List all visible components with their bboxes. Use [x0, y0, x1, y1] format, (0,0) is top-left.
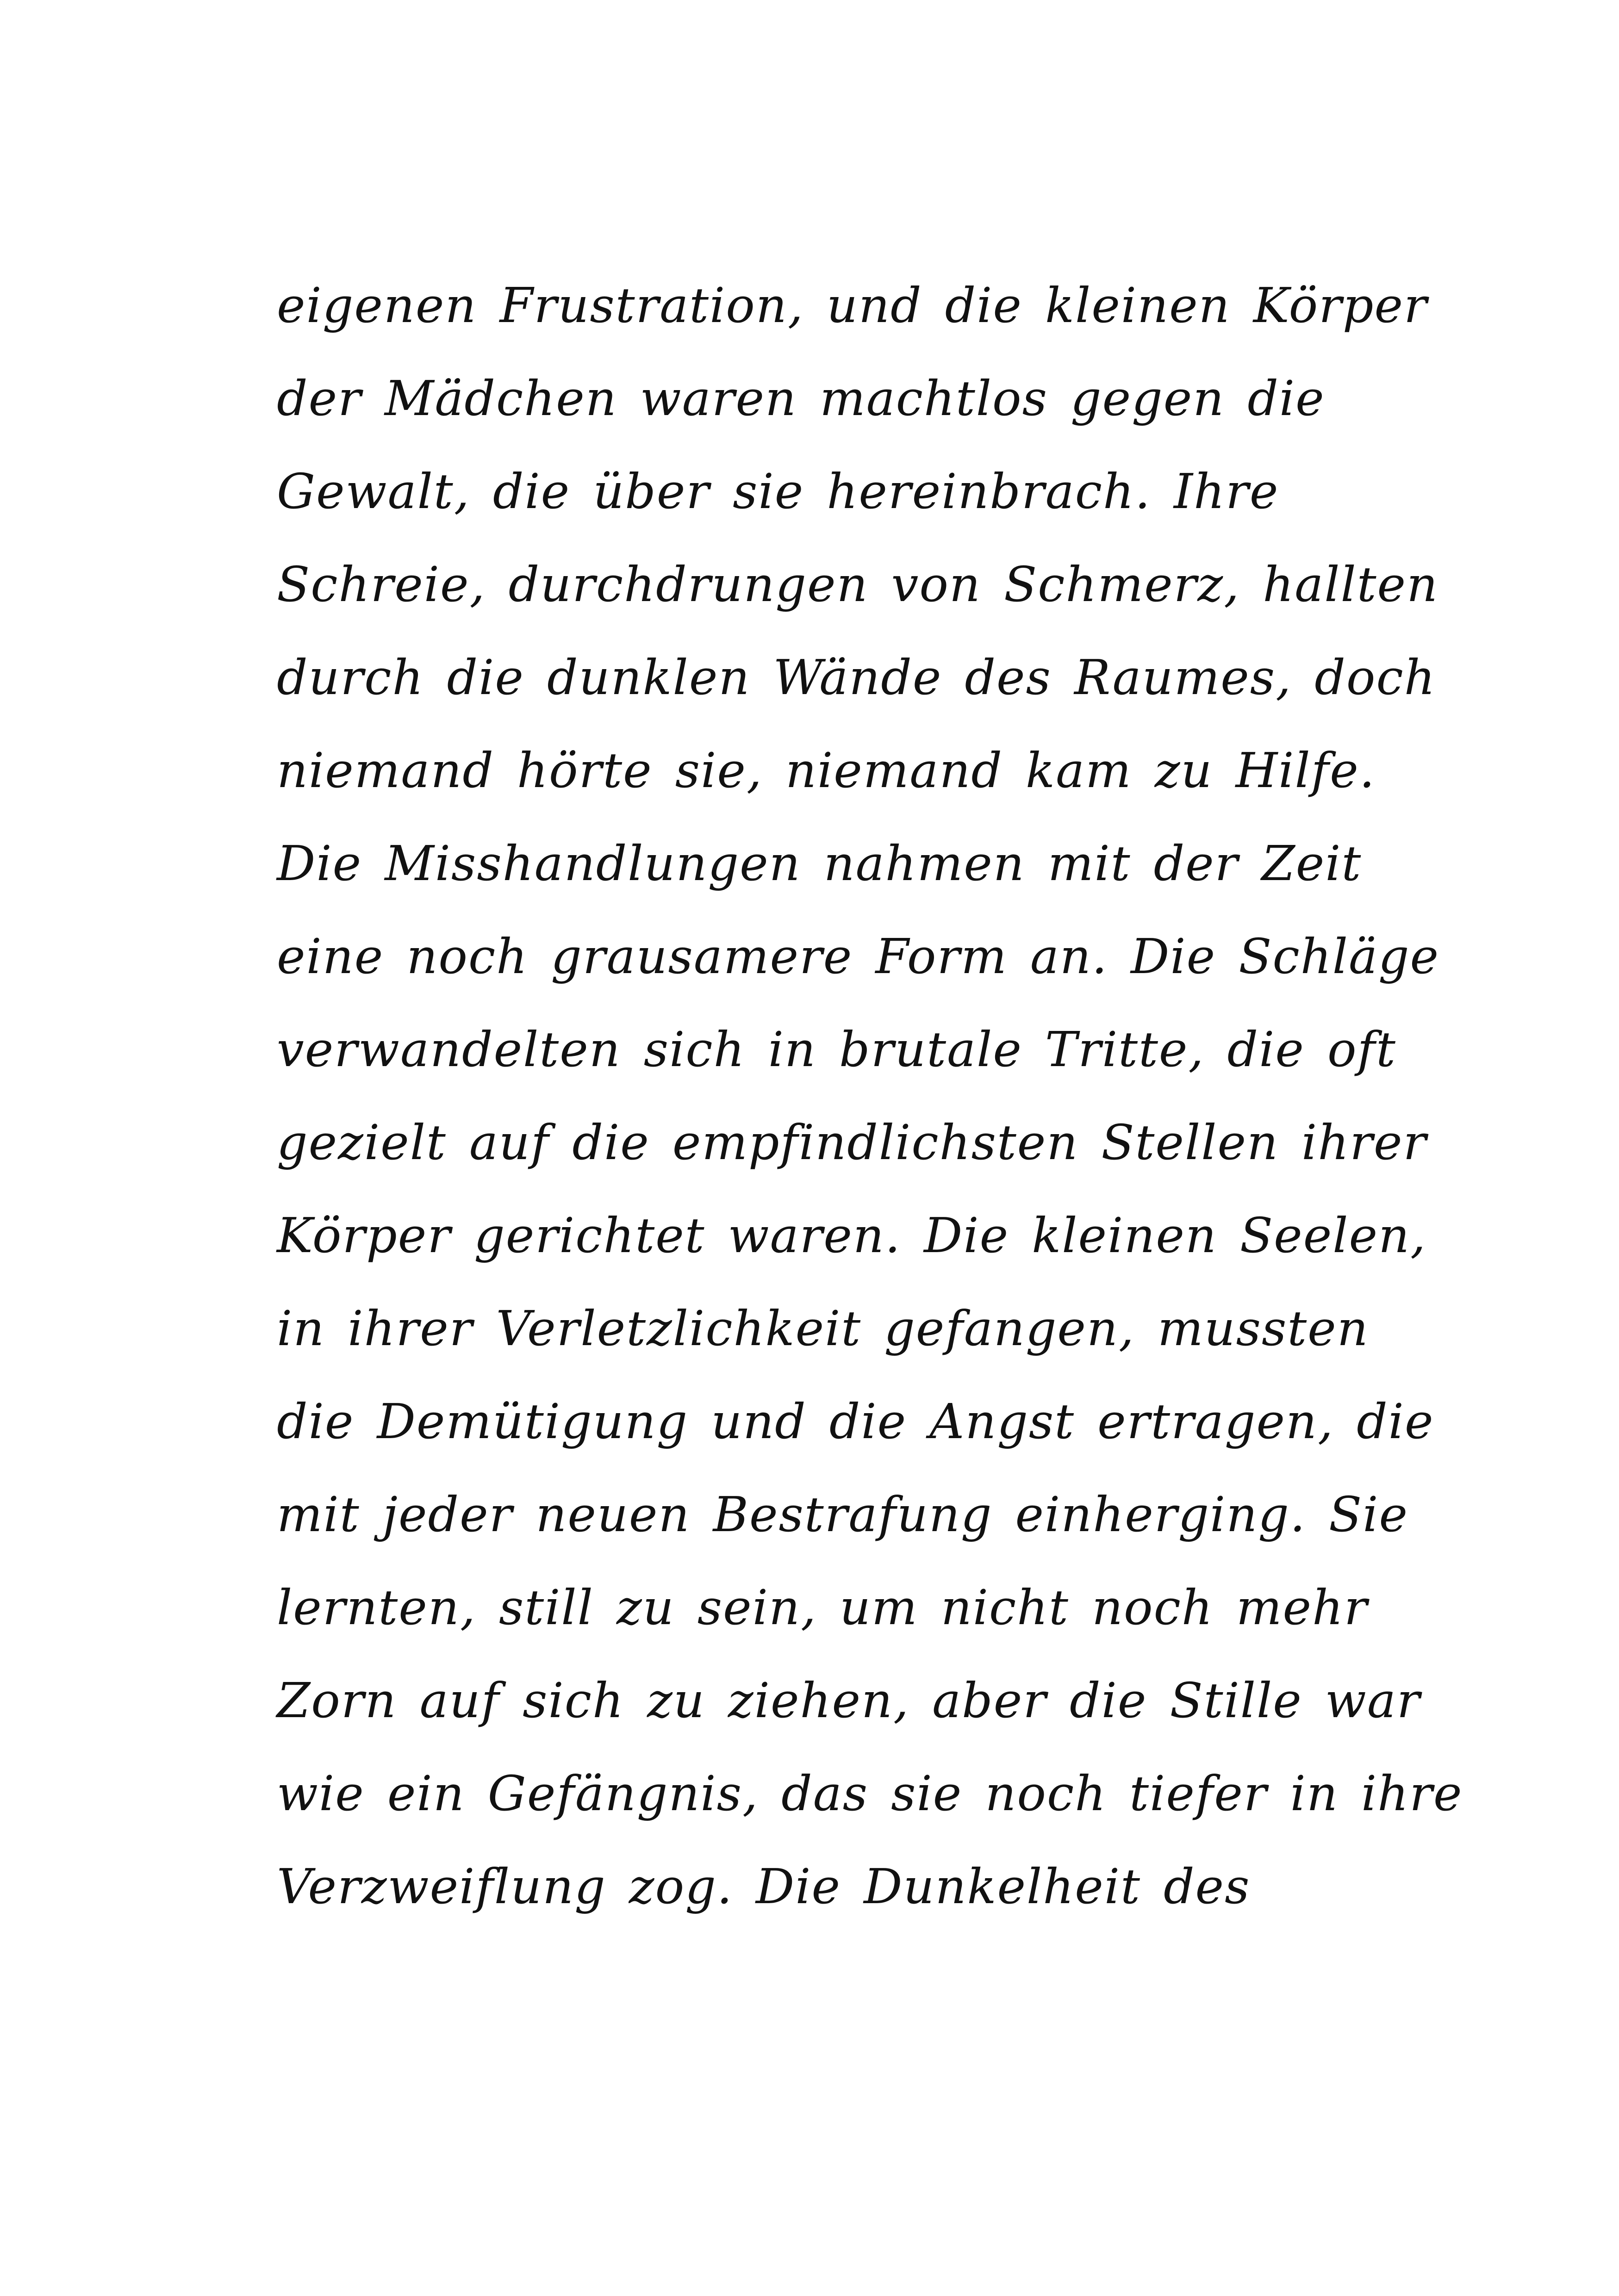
text-line: Verzweiflung zog. Die Dunkelheit des	[277, 1858, 1251, 1915]
text-line: verwandelten sich in brutale Tritte, die oft	[277, 1021, 1396, 1078]
text-line: Schreie, durchdrungen von Schmerz, hallten	[277, 556, 1439, 613]
text-line: gezielt auf die empfindlichsten Stellen ihrer	[277, 1114, 1427, 1171]
text-line: eigenen Frustration, und die kleinen Körper	[277, 277, 1428, 334]
text-line: die Demütigung und die Angst ertragen, die	[277, 1393, 1434, 1450]
text-line: lernten, still zu sein, um nicht noch mehr	[277, 1579, 1368, 1636]
text-line: wie ein Gefängnis, das sie noch tiefer in ihre	[277, 1765, 1463, 1822]
text-line: eine noch grausamere Form an. Die Schläge	[277, 928, 1440, 985]
text-line: durch die dunklen Wände des Raumes, doch	[277, 649, 1436, 706]
text-line: Gewalt, die über sie hereinbrach. Ihre	[277, 463, 1279, 520]
body-text	[277, 259, 1463, 1933]
text-line: Zorn auf sich zu ziehen, aber die Stille war	[277, 1672, 1421, 1729]
text-line: Körper gerichtet waren. Die kleinen Seelen,	[277, 1207, 1427, 1264]
text-line: Die Misshandlungen nahmen mit der Zeit	[277, 835, 1362, 892]
text-line: der Mädchen waren machtlos gegen die	[277, 370, 1325, 427]
text-line: mit jeder neuen Bestrafung einherging. Sie	[277, 1486, 1409, 1543]
text-line: niemand hörte sie, niemand kam zu Hilfe.	[277, 742, 1376, 799]
text-line: in ihrer Verletzlichkeit gefangen, mussten	[277, 1300, 1369, 1357]
